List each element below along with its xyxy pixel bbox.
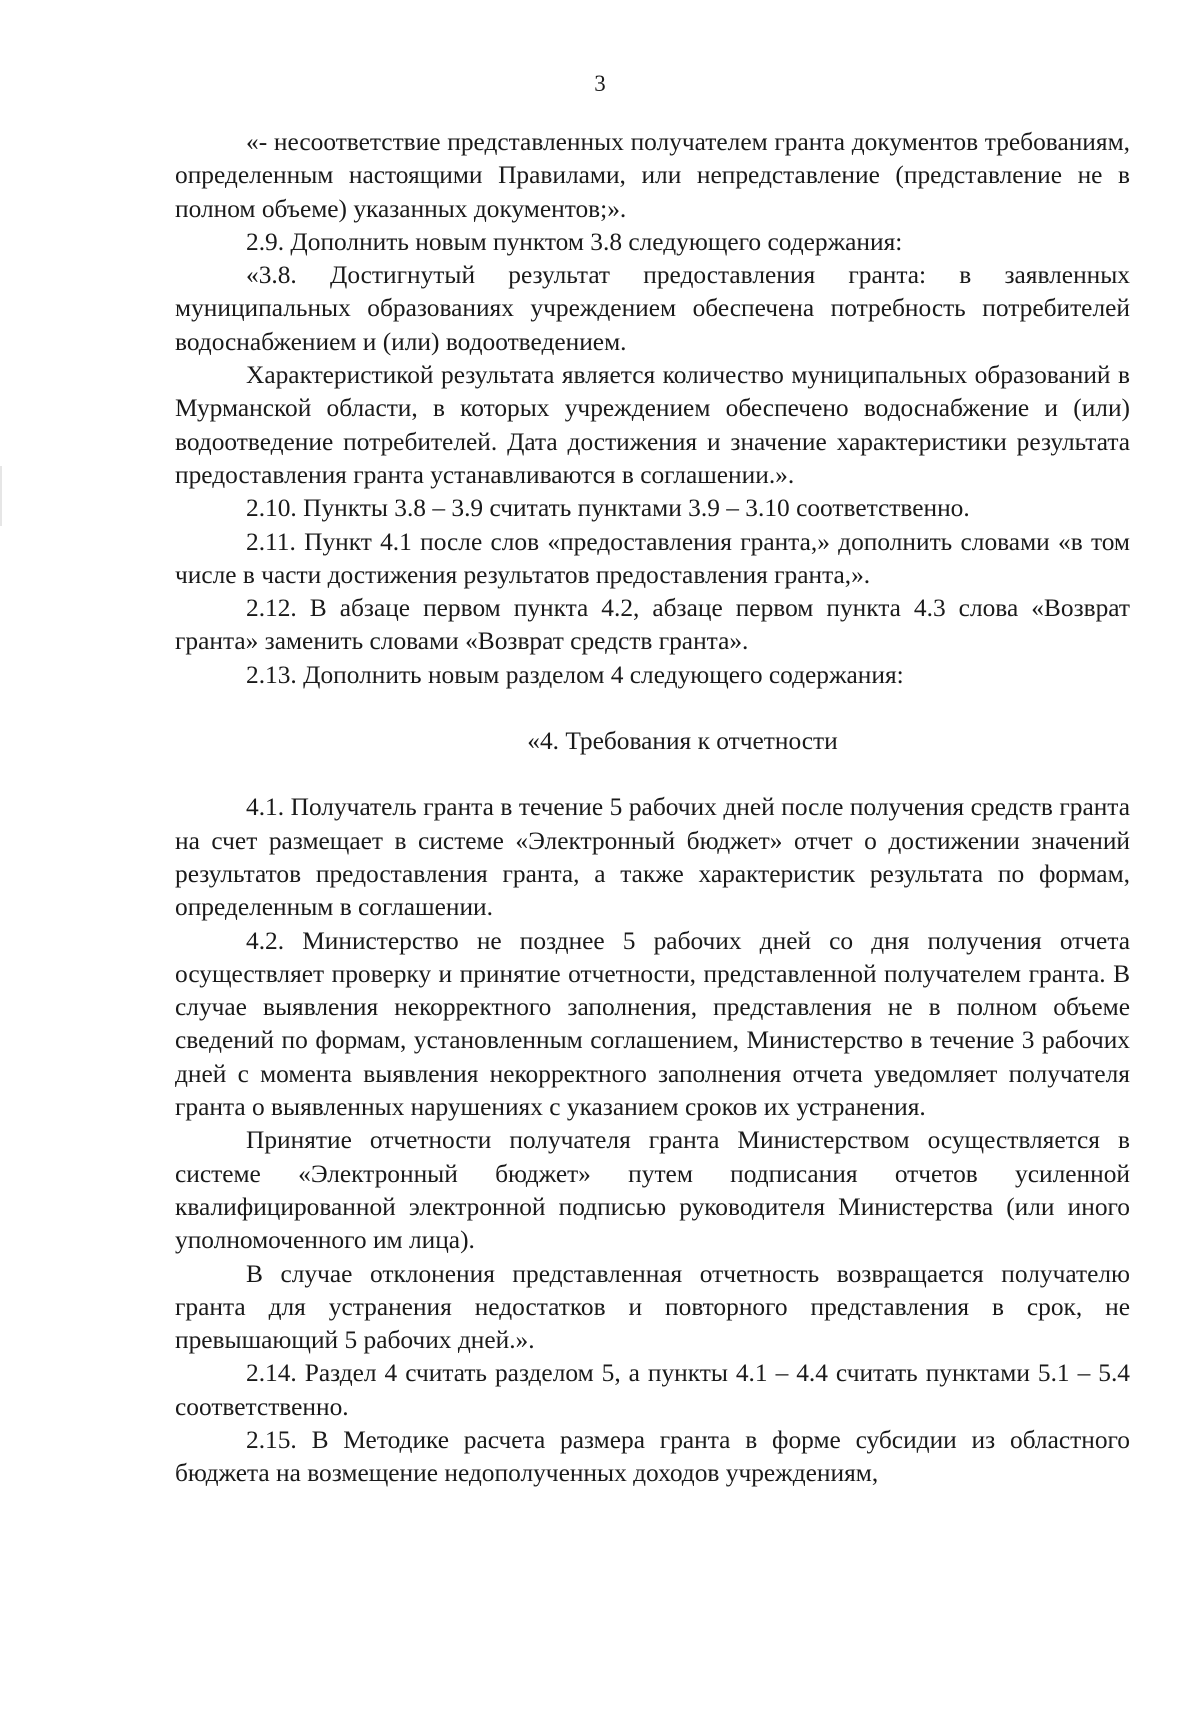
paragraph: 2.9. Дополнить новым пунктом 3.8 следующего содержания: <box>246 227 903 256</box>
paragraph: 2.15. В Методике расчета размера гранта в форме субсидии из областного бюджета на возмещение недополученных доходов учреждениям, <box>175 1425 1130 1488</box>
paragraph: 4.1. Получатель гранта в течение 5 рабочих дней после получения средств гранта на счет размещает в системе «Электронный бюджет» отчет о достижении значений результатов предоставления гранта, а также характеристик результата по формам, определенным в соглашении. <box>175 793 1130 922</box>
paragraph: «- несоответствие представленных получателем гранта документов требованиям, определенным настоящими Правилами, или непредставление (представление не в полном объеме) указанных документов;». <box>175 128 1130 223</box>
scan-edge-mark <box>0 466 2 526</box>
paragraph: 2.11. Пункт 4.1 после слов «предоставления гранта,» дополнить словами «в том числе в части достижения результатов предоставления гранта,». <box>175 527 1130 589</box>
paragraph: 4.2. Министерство не позднее 5 рабочих дней со дня получения отчета осуществляет проверку и принятие отчетности, представленной получателем гранта. В случае выявления некорректного заполнения, представления не в полном объеме сведений по формам, установленным соглашением, Министерство в течение 3 рабочих дней с момента выявления некорректного заполнения отчета уведомляет получателя гранта о выявленных нарушениях с указанием сроков их устранения. <box>175 926 1130 1122</box>
paragraph: В случае отклонения представленная отчетность возвращается получателю гранта для устранения недостатков и повторного представления в срок, не превышающий 5 рабочих дней.». <box>175 1259 1130 1355</box>
paragraph: 2.10. Пункты 3.8 – 3.9 считать пунктами 3.9 – 3.10 соответственно. <box>246 494 970 523</box>
paragraph: 2.13. Дополнить новым разделом 4 следующего содержания: <box>246 660 904 689</box>
paragraph: Принятие отчетности получателя гранта Министерством осуществляется в системе «Электронный бюджет» путем подписания отчетов усиленной квалифицированной электронной подписью руководителя Министерства (или иного уполномоченного им лица). <box>175 1126 1130 1255</box>
section-heading: «4. Требования к отчетности <box>527 727 838 756</box>
document-body <box>175 126 1130 1491</box>
paragraph: «3.8. Достигнутый результат предоставления гранта: в заявленных муниципальных образованиях учреждением обеспечена потребность потребителей водоснабжением и (или) водоотведением. <box>175 261 1130 356</box>
paragraph: 2.14. Раздел 4 считать разделом 5, а пункты 4.1 – 4.4 считать пунктами 5.1 – 5.4 соответственно. <box>175 1359 1130 1421</box>
paragraph: Характеристикой результата является количество муниципальных образований в Мурманской области, в которых учреждением обеспечено водоснабжение и (или) водоотведение потребителей. Дата достижения и значение характеристики результата предоставления гранта устанавливаются в соглашении.». <box>175 361 1130 489</box>
page-number: 3 <box>594 71 606 96</box>
paragraph: 2.12. В абзаце первом пункта 4.2, абзаце первом пункта 4.3 слова «Возврат гранта» заменить словами «Возврат средств гранта». <box>175 594 1130 656</box>
